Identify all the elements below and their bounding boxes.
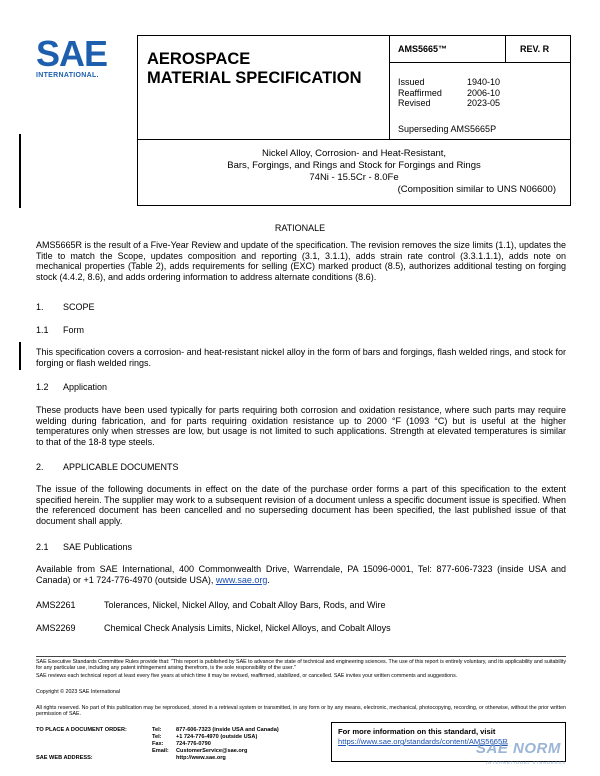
section-2-1-heading: 2.1 SAE Publications bbox=[36, 542, 133, 552]
spec-title-line-3: 74Ni - 15.5Cr - 8.0Fe bbox=[309, 172, 399, 183]
footer-rule bbox=[36, 656, 566, 657]
customer-service-email[interactable]: CustomerService@sae.org bbox=[176, 748, 248, 755]
revision-label: REV. R bbox=[506, 36, 570, 63]
footer-rights: All rights reserved. No part of this publication may be reproduced, stored in a retrieval system or transmitted, in any form or by any means, electronic, mechanical, photocopying, recording, or otherwise, without the prior written permission of SAE. bbox=[36, 705, 566, 718]
header-title-cell bbox=[138, 36, 390, 139]
date-reaffirmed: Reaffirmed 2006-10 bbox=[398, 87, 501, 98]
document-number: AMS5665™ bbox=[390, 36, 506, 63]
section-1-1-text: This specification covers a corrosion- and heat-resistant nickel alloy in the form of bars and forgings, flash welded rings, and stock for forging or flash welded rings. bbox=[36, 347, 566, 368]
section-2-1-text: Available from SAE International, 400 Commonwealth Drive, Warrendale, PA 15096-0001, Tel: 877-606-7323 (inside USA and Canada) or +1 724-776-4970 (outside USA), www.sae.org. bbox=[36, 564, 566, 585]
title-line-2: MATERIAL SPECIFICATION bbox=[147, 69, 362, 87]
logo-subtitle: INTERNATIONAL. bbox=[36, 72, 99, 79]
title-line-1: AEROSPACE bbox=[147, 50, 251, 68]
contact-info: TO PLACE A DOCUMENT ORDER: Tel: 877-606-7323 (inside USA and Canada) Tel: +1 724-776-4970 (outside USA) Fax: 724-776-0790 Email: CustomerService@sae.org SAE WEB ADDRESS: http://www.sae.org bbox=[36, 727, 279, 762]
more-info-title: For more information on this standard, visit bbox=[338, 727, 496, 736]
footer-review-note: SAE reviews each technical report at least every five years at which time it may be revised, reaffirmed, stabilized, or cancelled. SAE invites your written comments and suggestions. bbox=[36, 673, 458, 679]
section-1-1-heading: 1.1 Form bbox=[36, 325, 84, 335]
date-revised: Revised 2023-05 bbox=[398, 98, 501, 108]
watermark-logo: SAE NORM bbox=[476, 740, 561, 757]
sae-logo bbox=[36, 33, 126, 86]
header-box bbox=[137, 35, 571, 140]
spec-title-line-1: Nickel Alloy, Corrosion- and Heat-Resistant, bbox=[261, 148, 447, 159]
change-bar-scope bbox=[19, 342, 21, 370]
reference-ams2261: AMS2261 Tolerances, Nickel, Nickel Alloy, and Cobalt Alloy Bars, Rods, and Wire bbox=[36, 600, 386, 610]
footer-committee-rules: SAE Executive Standards Committee Rules provide that: "This report is published by SAE to advance the state of technical and engineering sciences. The use of this report is entirely voluntary, and its applicability and suitability for any particular use, including any patent infringement arising therefrom, is the sole responsibility of the user." bbox=[36, 659, 566, 672]
section-1-heading: 1. SCOPE bbox=[36, 302, 95, 312]
change-bar-title bbox=[19, 134, 21, 208]
section-1-2-text: These products have been used typically for parts requiring both corrosion and oxidation resistance, where such parts may require welding during fabrication, and for parts requiring oxidation resistance up to 2000 °F (1093 °C) but is useful at the higher temperatures only when stresses are low, but usage is not limited to such applications. Strength at elevated temperatures is similar to that of the 18-8 type steels. bbox=[36, 405, 566, 447]
spec-title-line-2: Bars, Forgings, and Rings and Stock for Forgings and Rings bbox=[227, 160, 481, 171]
footer-copyright: Copyright © 2023 SAE International bbox=[36, 689, 120, 695]
date-issued: Issued 1940-10 bbox=[398, 77, 501, 87]
sae-website-link[interactable]: www.sae.org bbox=[215, 574, 268, 585]
logo-mark: SAE bbox=[36, 33, 108, 74]
section-1-2-heading: 1.2 Application bbox=[36, 382, 108, 392]
date-list bbox=[398, 77, 500, 109]
watermark-subtitle: INTERNATIONAL STANDARDS bbox=[486, 760, 567, 765]
section-2-heading: 2. APPLICABLE DOCUMENTS bbox=[36, 462, 179, 472]
spec-title-box bbox=[137, 140, 571, 206]
standard-content-link[interactable]: https://www.sae.org/standards/content/AMS5665R bbox=[338, 737, 508, 746]
sae-web-address[interactable]: http://www.sae.org bbox=[176, 755, 226, 762]
spec-title-line-4: (Composition similar to UNS N06600) bbox=[397, 184, 556, 195]
superseding-note: Superseding AMS5665P bbox=[398, 124, 497, 134]
document-type-title bbox=[147, 50, 362, 88]
section-2-text: The issue of the following documents in effect on the date of the purchase order forms a part of this specification to the extent specified herein. The supplier may work to a subsequent revision of a document unless a specific document issue is specified. When the referenced document has been cancelled and no superseding document has been specified, the last published issue of that document shall apply. bbox=[36, 484, 566, 526]
rationale-heading: RATIONALE bbox=[274, 223, 326, 233]
reference-ams2269: AMS2269 Chemical Check Analysis Limits, Nickel, Nickel Alloys, and Cobalt Alloys bbox=[36, 623, 391, 633]
rationale-text: AMS5665R is the result of a Five-Year Review and update of the specification. The revision removes the size limits (1.1), updates the Title to match the Scope, updates composition and reporting (3.1, 3.1.1), adds strain rate control (3.3.1.1.1), adds note on mechanical properties (Table 2), adds requirements for selling (EXC) marked product (8.5), authorizes additional testing on forging stock (4.4.2, 8.6), and adds ordering information to address alternate conditions (8.6). bbox=[36, 240, 566, 282]
